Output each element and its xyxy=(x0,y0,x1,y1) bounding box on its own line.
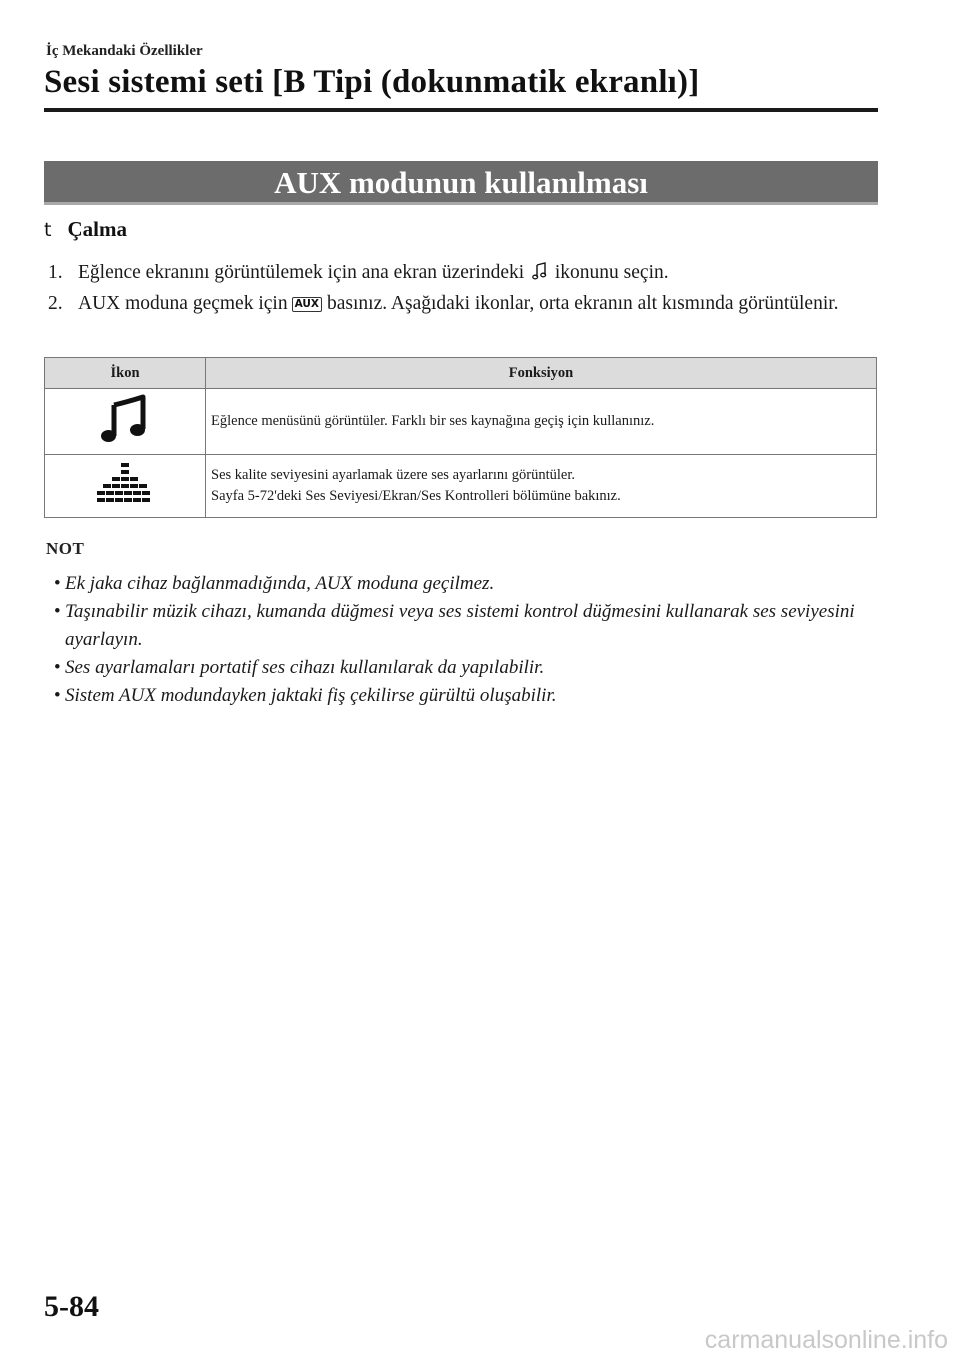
step-item xyxy=(48,258,868,289)
watermark: carmanualsonline.info xyxy=(704,1326,948,1354)
table-desc-line: Ses kalite seviyesini ayarlamak üzere ses ayarlarını görüntüler. xyxy=(211,467,575,483)
table-header-icon: İkon xyxy=(45,358,206,389)
aux-button-icon: AUX xyxy=(292,297,322,312)
table-row xyxy=(45,455,877,518)
page-number: 5-84 xyxy=(44,1290,99,1323)
page-title: Sesi sistemi seti [B Tipi (dokunmatik ekranlı)] xyxy=(44,64,700,100)
note-label: NOT xyxy=(46,539,85,558)
note-text: Taşınabilir müzik cihazı, kumanda düğmesi veya ses sistemi kontrol düğmesini kullanarak ses seviyesini ayarlayın. xyxy=(65,601,855,650)
bullet: • xyxy=(54,685,61,706)
music-note-icon xyxy=(100,433,150,449)
step-item xyxy=(48,289,868,318)
step-text: Eğlence ekranını görüntülemek için ana ekran üzerindeki xyxy=(78,262,525,283)
subheading-text: Çalma xyxy=(67,217,127,241)
subheading xyxy=(44,217,127,242)
table-icon-cell xyxy=(45,389,206,455)
step-number: 1. xyxy=(48,262,63,283)
step-text-end: ikonunu seçin. xyxy=(554,262,669,283)
note-list xyxy=(54,570,874,710)
table-desc-line: Eğlence menüsünü görüntüler. Farklı bir ses kaynağına geçiş için kullanınız. xyxy=(211,413,655,429)
music-note-icon xyxy=(532,260,547,289)
table-header-function: Fonksiyon xyxy=(206,358,877,389)
table-desc-line: Sayfa 5-72'deki Ses Seviyesi/Ekran/Ses Kontrolleri bölümüne bakınız. xyxy=(211,488,621,504)
note-text: Ses ayarlamaları portatif ses cihazı kullanılarak da yapılabilir. xyxy=(65,657,545,678)
note-item xyxy=(54,654,874,682)
title-divider xyxy=(44,108,878,112)
table-icon-cell xyxy=(45,455,206,518)
note-item xyxy=(54,598,874,654)
table-desc-cell xyxy=(206,389,877,455)
step-list xyxy=(48,258,868,318)
note-item xyxy=(54,682,874,710)
equalizer-icon xyxy=(97,495,153,511)
bullet: • xyxy=(54,657,61,678)
bullet: • xyxy=(54,601,61,622)
step-text: AUX moduna geçmek için xyxy=(78,293,288,314)
bullet: • xyxy=(54,573,61,594)
table-row xyxy=(45,389,877,455)
icon-function-table xyxy=(44,357,877,518)
table-desc-cell xyxy=(206,455,877,518)
note-text: Sistem AUX modundayken jaktaki fiş çekilirse gürültü oluşabilir. xyxy=(65,685,557,706)
step-number: 2. xyxy=(48,293,63,314)
section-banner xyxy=(44,161,878,205)
note-item xyxy=(54,570,874,598)
breadcrumb: İç Mekandaki Özellikler xyxy=(46,43,203,59)
section-title: AUX modunun kullanılması xyxy=(274,165,648,200)
note-text: Ek jaka cihaz bağlanmadığında, AUX moduna geçilmez. xyxy=(65,573,495,594)
step-text-end: basınız. Aşağıdaki ikonlar, orta ekranın alt kısmında görüntülenir. xyxy=(327,293,839,314)
subheading-marker: t xyxy=(44,219,52,241)
